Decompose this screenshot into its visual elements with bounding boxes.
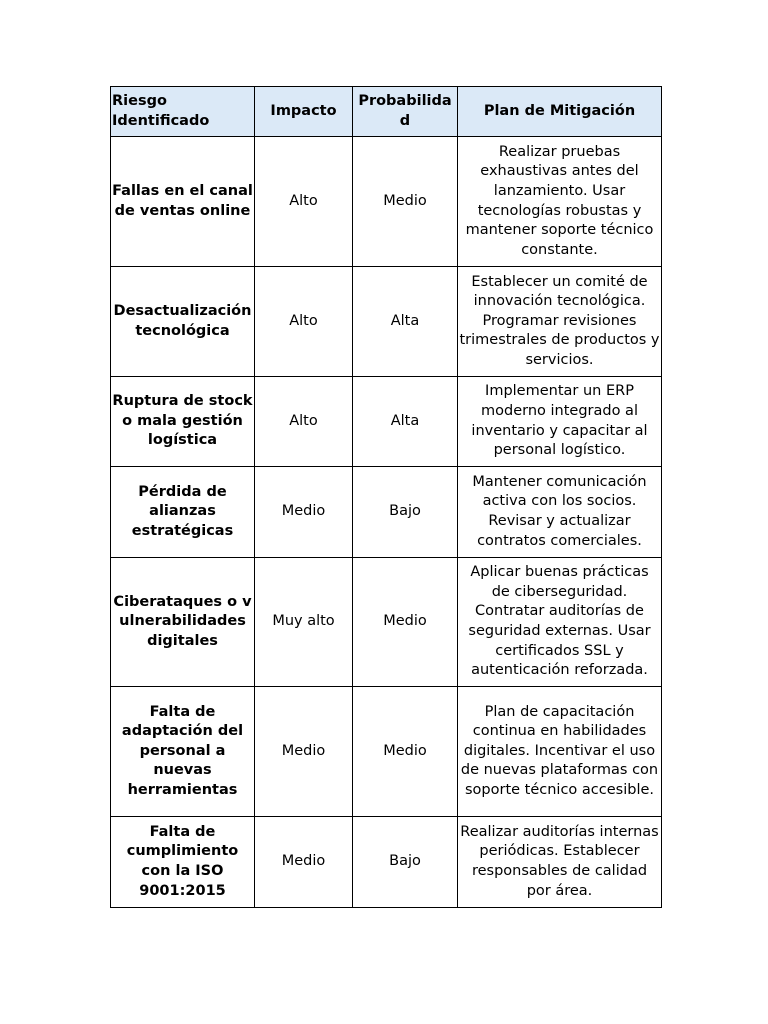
probability-value: Alta <box>353 267 458 377</box>
mitigation-plan: Mantener comunicación activa con los socios. Revisar y actualizar contratos comerciales. <box>458 467 662 558</box>
probability-value: Bajo <box>353 817 458 908</box>
mitigation-plan: Establecer un comité de innovación tecnológica. Programar revisiones trimestrales de productos y servicios. <box>458 267 662 377</box>
probability-value: Medio <box>353 558 458 687</box>
mitigation-plan: Plan de capacitación continua en habilidades digitales. Incentivar el uso de nuevas plataformas con soporte técnico accesible. <box>458 687 662 817</box>
risk-name: Falta de adaptación del personal a nuevas herramientas <box>111 687 255 817</box>
table-row <box>111 558 662 687</box>
table-row <box>111 467 662 558</box>
impact-value: Alto <box>255 377 353 467</box>
impact-value: Alto <box>255 137 353 267</box>
table-row <box>111 687 662 817</box>
impact-value: Alto <box>255 267 353 377</box>
table-row <box>111 817 662 908</box>
impact-value: Medio <box>255 467 353 558</box>
probability-value: Medio <box>353 137 458 267</box>
impact-value: Medio <box>255 687 353 817</box>
mitigation-plan: Realizar auditorías internas periódicas. Establecer responsables de calidad por área. <box>458 817 662 908</box>
header-row <box>111 87 662 137</box>
risk-name: Ruptura de stock o mala gestión logística <box>111 377 255 467</box>
header-impact: Impacto <box>255 87 353 137</box>
impact-value: Medio <box>255 817 353 908</box>
probability-value: Bajo <box>353 467 458 558</box>
probability-value: Medio <box>353 687 458 817</box>
risk-name: Desactualización tecnológica <box>111 267 255 377</box>
risk-name: Pérdida de alianzas estratégicas <box>111 467 255 558</box>
table-row <box>111 377 662 467</box>
impact-value: Muy alto <box>255 558 353 687</box>
risk-name: Fallas en el canal de ventas online <box>111 137 255 267</box>
risk-name: Falta de cumplimiento con la ISO 9001:2015 <box>111 817 255 908</box>
risk-name: Ciberataques o vulnerabilidades digitales <box>111 558 255 687</box>
mitigation-plan: Aplicar buenas prácticas de ciberseguridad. Contratar auditorías de seguridad externas. Usar certificados SSL y autenticación reforzada. <box>458 558 662 687</box>
mitigation-plan: Realizar pruebas exhaustivas antes del lanzamiento. Usar tecnologías robustas y mantener soporte técnico constante. <box>458 137 662 267</box>
table-row <box>111 137 662 267</box>
table-row <box>111 267 662 377</box>
header-probability: Probabilidad <box>353 87 458 137</box>
header-plan: Plan de Mitigación <box>458 87 662 137</box>
risk-table <box>110 86 662 908</box>
mitigation-plan: Implementar un ERP moderno integrado al inventario y capacitar al personal logístico. <box>458 377 662 467</box>
header-risk: Riesgo Identificado <box>111 87 255 137</box>
probability-value: Alta <box>353 377 458 467</box>
